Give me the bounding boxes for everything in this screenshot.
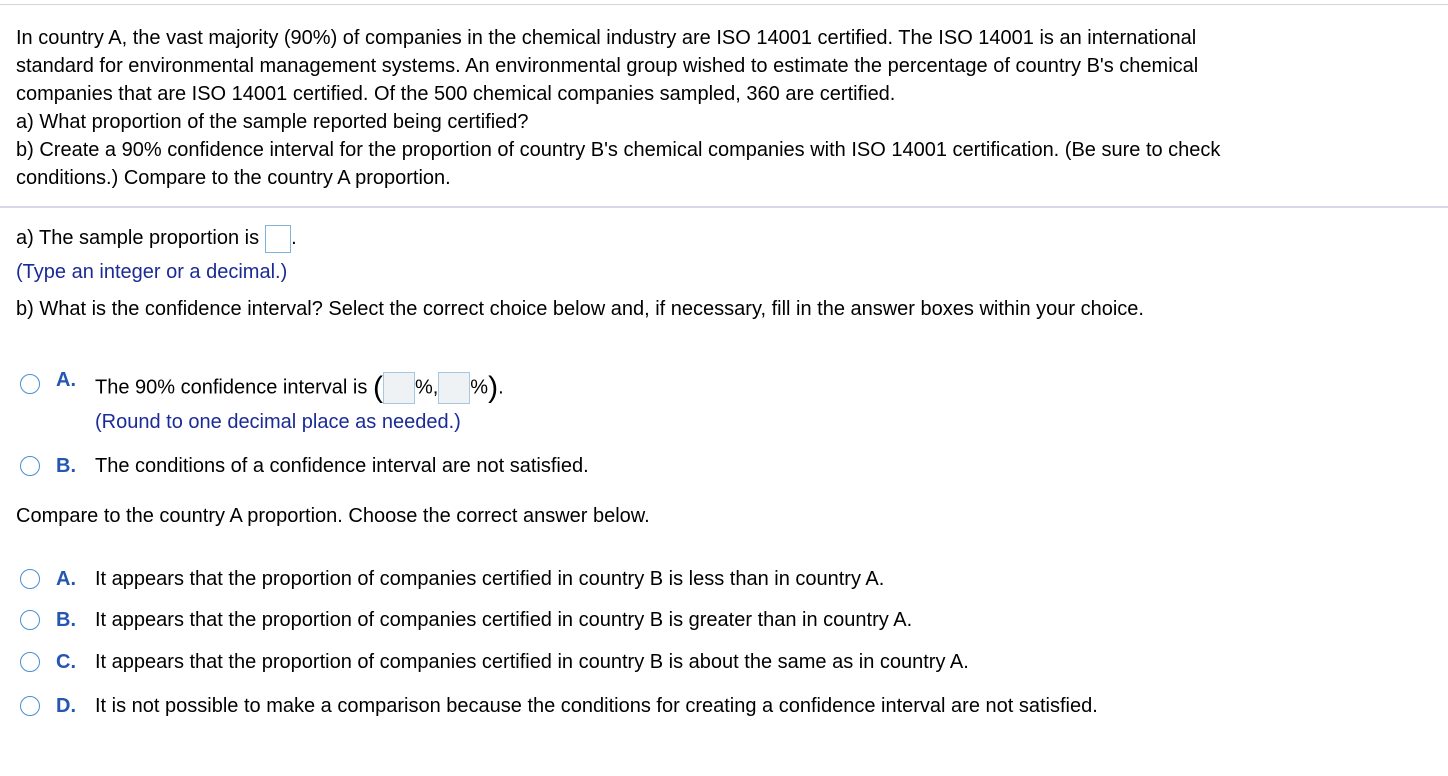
radio-button[interactable] [20, 374, 40, 394]
choice-letter: A. [56, 568, 76, 590]
pct-sign: % [470, 376, 489, 399]
choice-text: The conditions of a confidence interval are not satisfied. [95, 455, 589, 477]
choice-text [95, 372, 504, 404]
choice-letter: C. [56, 651, 76, 673]
question-line: companies that are ISO 14001 certified. Of the 500 chemical companies sampled, 360 are certified. [16, 83, 896, 105]
part-a-hint: (Type an integer or a decimal.) [16, 261, 288, 283]
choice-text: It appears that the proportion of companies certified in country B is less than in country A. [95, 568, 885, 590]
part-b-prompt: b) What is the confidence interval? Select the correct choice below and, if necessary, fill in the answer boxes within your choice. [16, 298, 1144, 320]
top-border [0, 4, 1448, 5]
question-text [16, 24, 1436, 192]
question-line: In country A, the vast majority (90%) of companies in the chemical industry are ISO 14001 certified. The ISO 14001 is an international [16, 27, 1197, 49]
choice-text: It appears that the proportion of companies certified in country B is about the same as in country A. [95, 651, 969, 673]
question-line: standard for environmental management systems. An environmental group wished to estimate the percentage of country B's chemical [16, 55, 1199, 77]
ci-period: . [498, 376, 504, 399]
ci-lower-input[interactable] [383, 372, 415, 404]
open-paren: ( [372, 371, 383, 404]
ci-label: The 90% confidence interval is [95, 376, 368, 399]
radio-button[interactable] [20, 456, 40, 476]
pct-comma: %, [414, 376, 439, 399]
ci-hint: (Round to one decimal place as needed.) [95, 411, 461, 433]
choice-letter: B. [56, 455, 76, 477]
choice-letter: D. [56, 695, 76, 717]
compare-prompt: Compare to the country A proportion. Choose the correct answer below. [16, 505, 650, 527]
choice-letter: A. [56, 369, 76, 391]
choice-letter: B. [56, 609, 76, 631]
question-line: conditions.) Compare to the country A proportion. [16, 167, 451, 189]
ci-upper-input[interactable] [438, 372, 470, 404]
radio-button[interactable] [20, 610, 40, 630]
section-divider [0, 206, 1448, 208]
choice-text: It is not possible to make a comparison because the conditions for creating a confidence interval are not satisfied. [95, 695, 1098, 717]
radio-button[interactable] [20, 569, 40, 589]
part-a-period: . [291, 227, 297, 249]
part-a [16, 224, 297, 283]
close-paren: ) [488, 371, 499, 404]
choice-text: It appears that the proportion of companies certified in country B is greater than in country A. [95, 609, 913, 631]
question-line: b) Create a 90% confidence interval for the proportion of country B's chemical companies with ISO 14001 certification. (Be sure to check [16, 139, 1221, 161]
radio-button[interactable] [20, 652, 40, 672]
part-a-prompt: a) The sample proportion is [16, 227, 260, 249]
radio-button[interactable] [20, 696, 40, 716]
sample-proportion-input[interactable] [265, 225, 291, 253]
question-line: a) What proportion of the sample reported being certified? [16, 111, 529, 133]
